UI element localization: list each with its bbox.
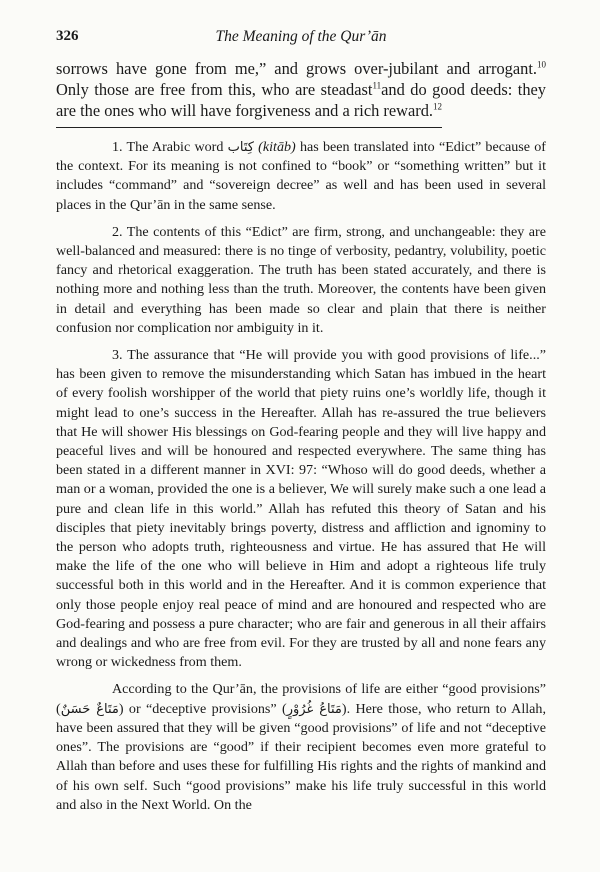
note-text: has been translated into “Edict” because of the context. For its meaning is not confined to “book” or “something written” but it includes “command” and “sovereign decree” as well and has been used in several places in the Qur’ān in the same sense. — [56, 139, 546, 213]
note-2: 2. The contents of this “Edict” are firm, strong, and unchangeable: they are well-balanced and measured: there is no tinge of verbosity, pedantry, volubility, poetic fancy and rhetorical exaggeration. The truth has been stated accurately, and there is nothing more and nothing less than the truth. Moreover, the contents have been given in detail and everything has been made so clear and plain that there is neither confusion nor complication nor ambiguity in it. — [56, 223, 546, 336]
footnote-ref-12: 12 — [433, 101, 443, 112]
note-3-continued — [56, 680, 546, 814]
transliteration: (kitāb) — [258, 139, 296, 155]
footnotes — [56, 138, 546, 815]
main-text-part: sorrows have gone from me,” and grows over-jubilant and arrogant. — [56, 59, 537, 78]
note-text: According to the Qur’ān, the provisions of life are either “good provisions” ( — [56, 681, 546, 717]
note-3: 3. The assurance that “He will provide you with good provisions of life...” has been given to remove the misunderstanding which Satan has imbued in the heart of every foolish worshipper of the world that piety ruins one’s worldly life, though it might lead to one’s success in the Hereafter. Allah has re-assured the true believers that He will shower His blessings on God-fearing people and they will live happy and peaceful lives and will be honoured and respected everywhere. The same thing has been stated in a different manner in XVI: 97: “Whoso will do good deeds, whether a man or a woman, provided the one is a believer, We will surely make such a one lead a pure and clean life in this world.” Allah has refuted this theory of Satan and his disciples that piety inevitably brings poverty, distress and affliction and ignominy to the person who adopts truth, righteousness and virtue. He has assured that He will make the life of the one who will believe in Him and adopt a righteous life truly successful both in this world and in the Hereafter. And it is common experience that only those people enjoy real peace of mind and are honoured and respected who are God-fearing and possess a pure character; who are fair and generous in all their affairs and dealings and who are free from evil. For they are trusted by all and none fears any wrong or wickedness from them. — [56, 347, 546, 671]
footnote-ref-10: 10 — [537, 59, 546, 70]
note-text: ) or “deceptive provisions” ( — [118, 700, 287, 717]
page-header — [56, 26, 546, 52]
arabic-term: مَتَاعُ غُرُوْرٍ — [286, 701, 342, 717]
arabic-term: مَتَاعٌ حَسَنٌ — [60, 701, 119, 717]
note-text: 1. The Arabic word — [112, 139, 228, 155]
footnote-ref-11: 11 — [372, 80, 382, 91]
arabic-term: كِتَاب — [227, 140, 254, 155]
footnote-divider — [56, 127, 442, 128]
page-number: 326 — [56, 28, 79, 44]
main-paragraph — [56, 58, 546, 121]
running-title: The Meaning of the Qur’ān — [215, 28, 387, 45]
main-text — [56, 58, 546, 121]
note-text: ). Here those, who return to Allah, have been assured that they will be given “good provisions” of life and not “deceptive ones”. The provisions are “good” if their recipient becomes even more grateful to Allah than before and uses these for fulfilling His rights and the rights of mankind and of his own self. Such “good provisions” make his life truly successful in this world and also in the Next World. On the — [56, 700, 546, 813]
main-text-part: Only those are free from this, who are steadast — [56, 80, 373, 99]
note-1 — [56, 138, 546, 215]
main-text-part: and do good deeds: they are the ones who will have forgiveness and a rich reward. — [56, 80, 546, 120]
